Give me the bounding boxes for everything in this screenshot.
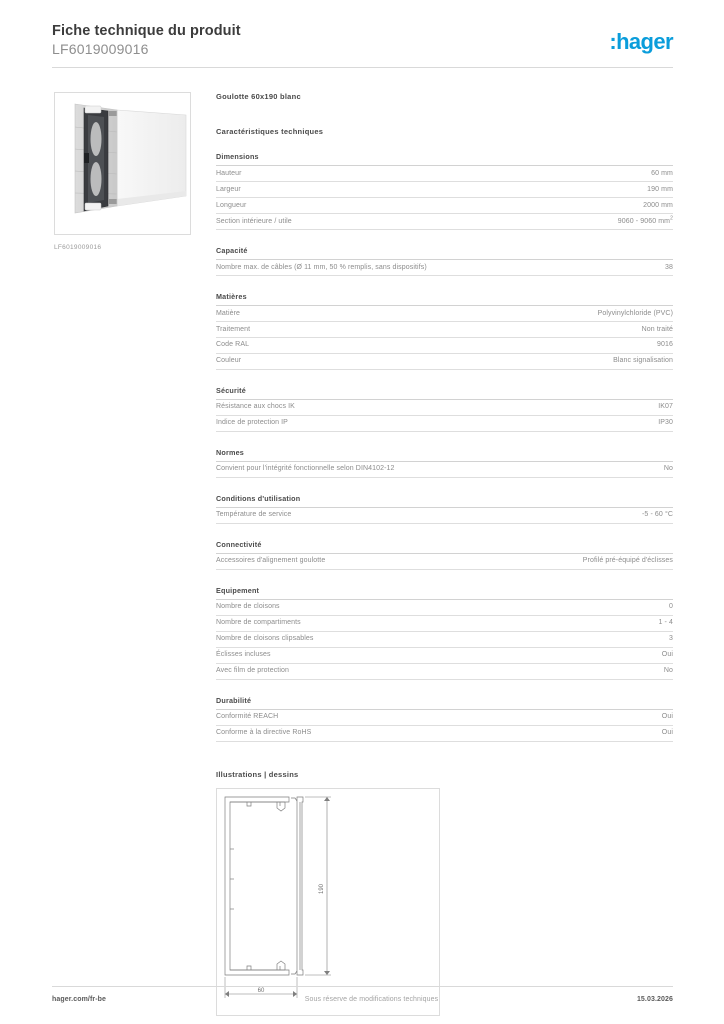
spec-group-title: Dimensions (216, 152, 673, 166)
spec-value (617, 215, 673, 226)
spec-label: Hauteur (216, 169, 242, 177)
spec-group (216, 448, 673, 478)
spec-value: 2000 mm (643, 201, 673, 209)
spec-row (216, 710, 673, 726)
spec-row (216, 554, 673, 570)
spec-label: Nombre max. de câbles (Ø 11 mm, 50 % remplis, sans dispositifs) (216, 263, 427, 271)
footer-date: 15.03.2026 (636, 996, 673, 1003)
footer-disclaimer: Sous réserve de modifications techniques (304, 996, 439, 1003)
spec-group (216, 246, 673, 276)
specs-heading: Caractéristiques techniques (216, 127, 324, 136)
spec-row (216, 508, 673, 524)
spec-label: Largeur (216, 185, 241, 193)
technical-drawing-frame (216, 788, 440, 1016)
spec-value: Oui (661, 713, 673, 721)
spec-group (216, 292, 673, 370)
spec-value: 0 (669, 603, 673, 611)
footer-divider (52, 986, 673, 987)
spec-row (216, 648, 673, 664)
spec-group-title: Normes (216, 448, 673, 462)
spec-label: Conformité REACH (216, 713, 279, 721)
spec-value: IK07 (658, 403, 673, 411)
footer-website[interactable]: hager.com/fr-be (52, 996, 107, 1003)
spec-row (216, 166, 673, 182)
spec-label: Conforme à la directive RoHS (216, 729, 312, 737)
spec-value: 60 mm (651, 169, 673, 177)
spec-row (216, 182, 673, 198)
specs-column (216, 92, 673, 1016)
spec-groups (216, 152, 673, 742)
spec-value: 190 mm (647, 185, 673, 193)
spec-row (216, 416, 673, 432)
spec-label: Température de service (216, 511, 292, 519)
spec-label: Éclisses incluses (216, 651, 271, 659)
spec-group (216, 586, 673, 680)
spec-value: 1 - 4 (658, 619, 673, 627)
product-figure (54, 92, 191, 251)
hager-logo: :hager (609, 29, 673, 54)
spec-value-superscript: 2 (670, 215, 673, 222)
spec-value: Oui (661, 729, 673, 737)
spec-label: Couleur (216, 357, 242, 365)
page-title: Fiche technique du produit (52, 23, 241, 39)
drawings-heading: Illustrations | dessins (216, 769, 299, 779)
page-footer (52, 996, 673, 1003)
spec-group (216, 386, 673, 432)
trunking-cross-section-drawing (217, 789, 439, 1015)
spec-group-title: Connectivité (216, 540, 673, 554)
product-image-frame (54, 92, 191, 235)
spec-value: 38 (665, 263, 673, 271)
spec-value: 3 (669, 635, 673, 643)
spec-group-title: Equipement (216, 586, 673, 600)
header-divider (52, 67, 673, 68)
page-header (52, 22, 673, 58)
spec-value: Polyvinylchloride (PVC) (597, 309, 673, 317)
spec-value: No (663, 667, 673, 675)
spec-value: Profilé pré-équipé d'éclisses (582, 557, 673, 565)
dim-label-height: 190 (319, 883, 325, 894)
spec-row (216, 632, 673, 648)
spec-label: Traitement (216, 325, 251, 333)
spec-value: No (663, 465, 673, 473)
spec-row (216, 214, 673, 230)
spec-label: Longueur (216, 201, 247, 209)
spec-value: -5 - 60 °C (641, 511, 673, 519)
spec-label: Convient pour l'intégrité fonctionnelle selon DIN4102-12 (216, 465, 395, 473)
spec-value: Oui (661, 651, 673, 659)
spec-row (216, 400, 673, 416)
spec-label: Accessoires d'alignement goulotte (216, 557, 326, 565)
product-image-caption: LF6019009016 (54, 244, 102, 251)
spec-value: Blanc signalisation (613, 357, 673, 365)
spec-group-title: Capacité (216, 246, 673, 260)
spec-value: Non traité (641, 325, 673, 333)
spec-row (216, 616, 673, 632)
spec-row (216, 260, 673, 276)
spec-value: IP30 (658, 419, 673, 427)
spec-group (216, 152, 673, 230)
spec-label: Résistance aux chocs IK (216, 403, 295, 411)
spec-row (216, 462, 673, 478)
spec-label: Indice de protection IP (216, 419, 288, 427)
spec-value-text: 9060 - 9060 mm (617, 217, 671, 225)
spec-label: Nombre de compartiments (216, 619, 301, 627)
spec-label: Matière (216, 309, 241, 317)
spec-group (216, 494, 673, 524)
spec-row (216, 338, 673, 354)
spec-row (216, 354, 673, 370)
spec-group-title: Matières (216, 292, 673, 306)
spec-row (216, 726, 673, 742)
dim-label-width: 60 (257, 987, 265, 994)
spec-label: Code RAL (216, 341, 250, 349)
spec-row (216, 306, 673, 322)
goulotte-product-photo (55, 93, 190, 234)
spec-group-title: Sécurité (216, 386, 673, 400)
spec-value: 9016 (657, 341, 673, 349)
spec-row (216, 600, 673, 616)
spec-label: Nombre de cloisons (216, 603, 280, 611)
product-reference: LF6019009016 (52, 41, 149, 57)
product-name: Goulotte 60x190 blanc (216, 92, 301, 101)
spec-label: Section intérieure / utile (216, 217, 292, 225)
spec-group-title: Conditions d'utilisation (216, 494, 673, 508)
spec-row (216, 322, 673, 338)
spec-group (216, 696, 673, 742)
spec-group-title: Durabilité (216, 696, 673, 710)
spec-row (216, 664, 673, 680)
spec-row (216, 198, 673, 214)
spec-label: Avec film de protection (216, 667, 289, 675)
spec-label: Nombre de cloisons clipsables (216, 635, 314, 643)
spec-group (216, 540, 673, 570)
